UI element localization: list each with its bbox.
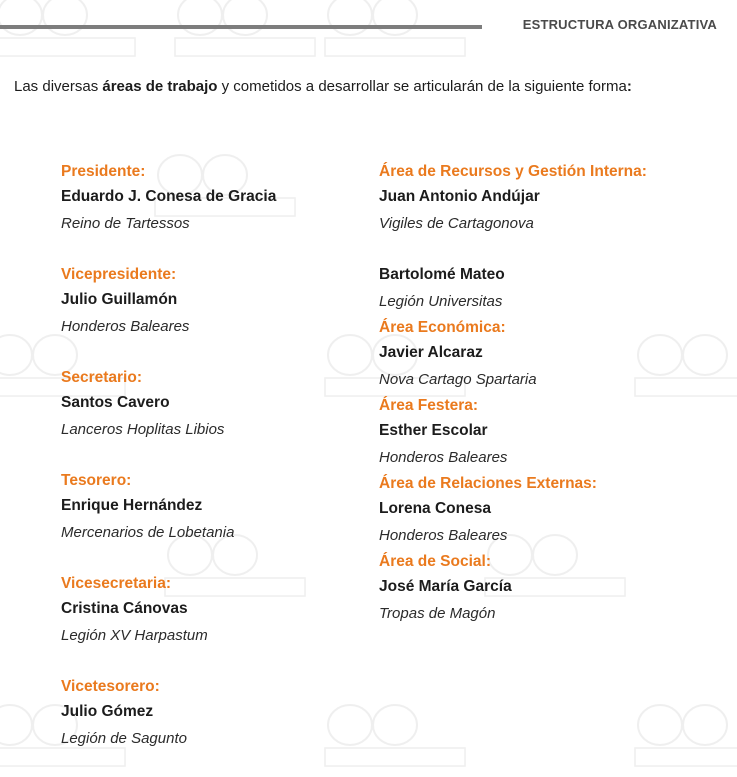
org-entry: [379, 159, 729, 237]
role-title: Área de Relaciones Externas:: [379, 475, 597, 492]
right-column: [379, 159, 729, 652]
role-title: Área de Social:: [379, 553, 491, 570]
org-entry: [379, 471, 729, 549]
group-name: Honderos Baleares: [379, 449, 508, 466]
org-entry: [61, 159, 361, 237]
person-name: Bartolomé Mateo: [379, 266, 505, 283]
group-name: Vigiles de Cartagonova: [379, 215, 534, 232]
role-title: Secretario:: [61, 369, 142, 386]
watermark-logo: [0, 0, 140, 60]
group-name: Legión Universitas: [379, 293, 503, 310]
role-title: [379, 237, 729, 262]
role-title: Presidente:: [61, 163, 146, 180]
left-column: [61, 159, 361, 777]
group-name: Reino de Tartessos: [61, 215, 190, 232]
role-title: Vicesecretaria:: [61, 575, 172, 592]
person-name: Cristina Cánovas: [61, 600, 188, 617]
group-name: Honderos Baleares: [379, 527, 508, 544]
person-name: Juan Antonio Andújar: [379, 188, 540, 205]
group-name: Legión XV Harpastum: [61, 627, 208, 644]
intro-text-continued: y cometidos a desarrollar se articularán de la siguiente forma: [217, 78, 627, 95]
person-name: Enrique Hernández: [61, 497, 203, 514]
group-name: Tropas de Magón: [379, 605, 496, 622]
org-entry: [61, 468, 361, 546]
intro-highlight: áreas de trabajo: [102, 78, 218, 95]
role-title: Vicepresidente:: [61, 266, 177, 283]
person-name: Javier Alcaraz: [379, 344, 483, 361]
role-title: Tesorero:: [61, 472, 132, 489]
person-name: José María García: [379, 578, 512, 595]
person-name: Santos Cavero: [61, 394, 170, 411]
group-name: Nova Cartago Spartaria: [379, 371, 537, 388]
intro-text: Las diversas: [14, 78, 103, 95]
role-title: Área Económica:: [379, 319, 506, 336]
role-title: Área de Recursos y Gestión Interna:: [379, 163, 647, 180]
person-name: Esther Escolar: [379, 422, 488, 439]
person-name: Lorena Conesa: [379, 500, 491, 517]
org-entry: [61, 674, 361, 752]
person-name: Julio Gómez: [61, 703, 154, 720]
org-entry: [379, 315, 729, 393]
header-divider: [0, 25, 482, 29]
role-title: Vicetesorero:: [61, 678, 160, 695]
group-name: Legión de Sagunto: [61, 730, 187, 747]
org-entry: [379, 549, 729, 627]
watermark-logo: [170, 0, 320, 60]
person-name: Julio Guillamón: [61, 291, 178, 308]
org-entry: [379, 237, 729, 315]
role-title: Área Festera:: [379, 397, 479, 414]
group-name: Honderos Baleares: [61, 318, 190, 335]
watermark-logo: [320, 0, 470, 60]
org-entry: [379, 393, 729, 471]
group-name: Mercenarios de Lobetania: [61, 524, 235, 541]
person-name: Eduardo J. Conesa de Gracia: [61, 188, 277, 205]
intro-paragraph: [14, 77, 720, 97]
org-entry: [61, 571, 361, 649]
intro-colon: :: [626, 78, 632, 95]
org-entry: [61, 365, 361, 443]
section-title: ESTRUCTURA ORGANIZATIVA: [522, 17, 717, 32]
watermark-logo: [630, 700, 737, 770]
group-name: Lanceros Hoplitas Libios: [61, 421, 225, 438]
org-entry: [61, 262, 361, 340]
